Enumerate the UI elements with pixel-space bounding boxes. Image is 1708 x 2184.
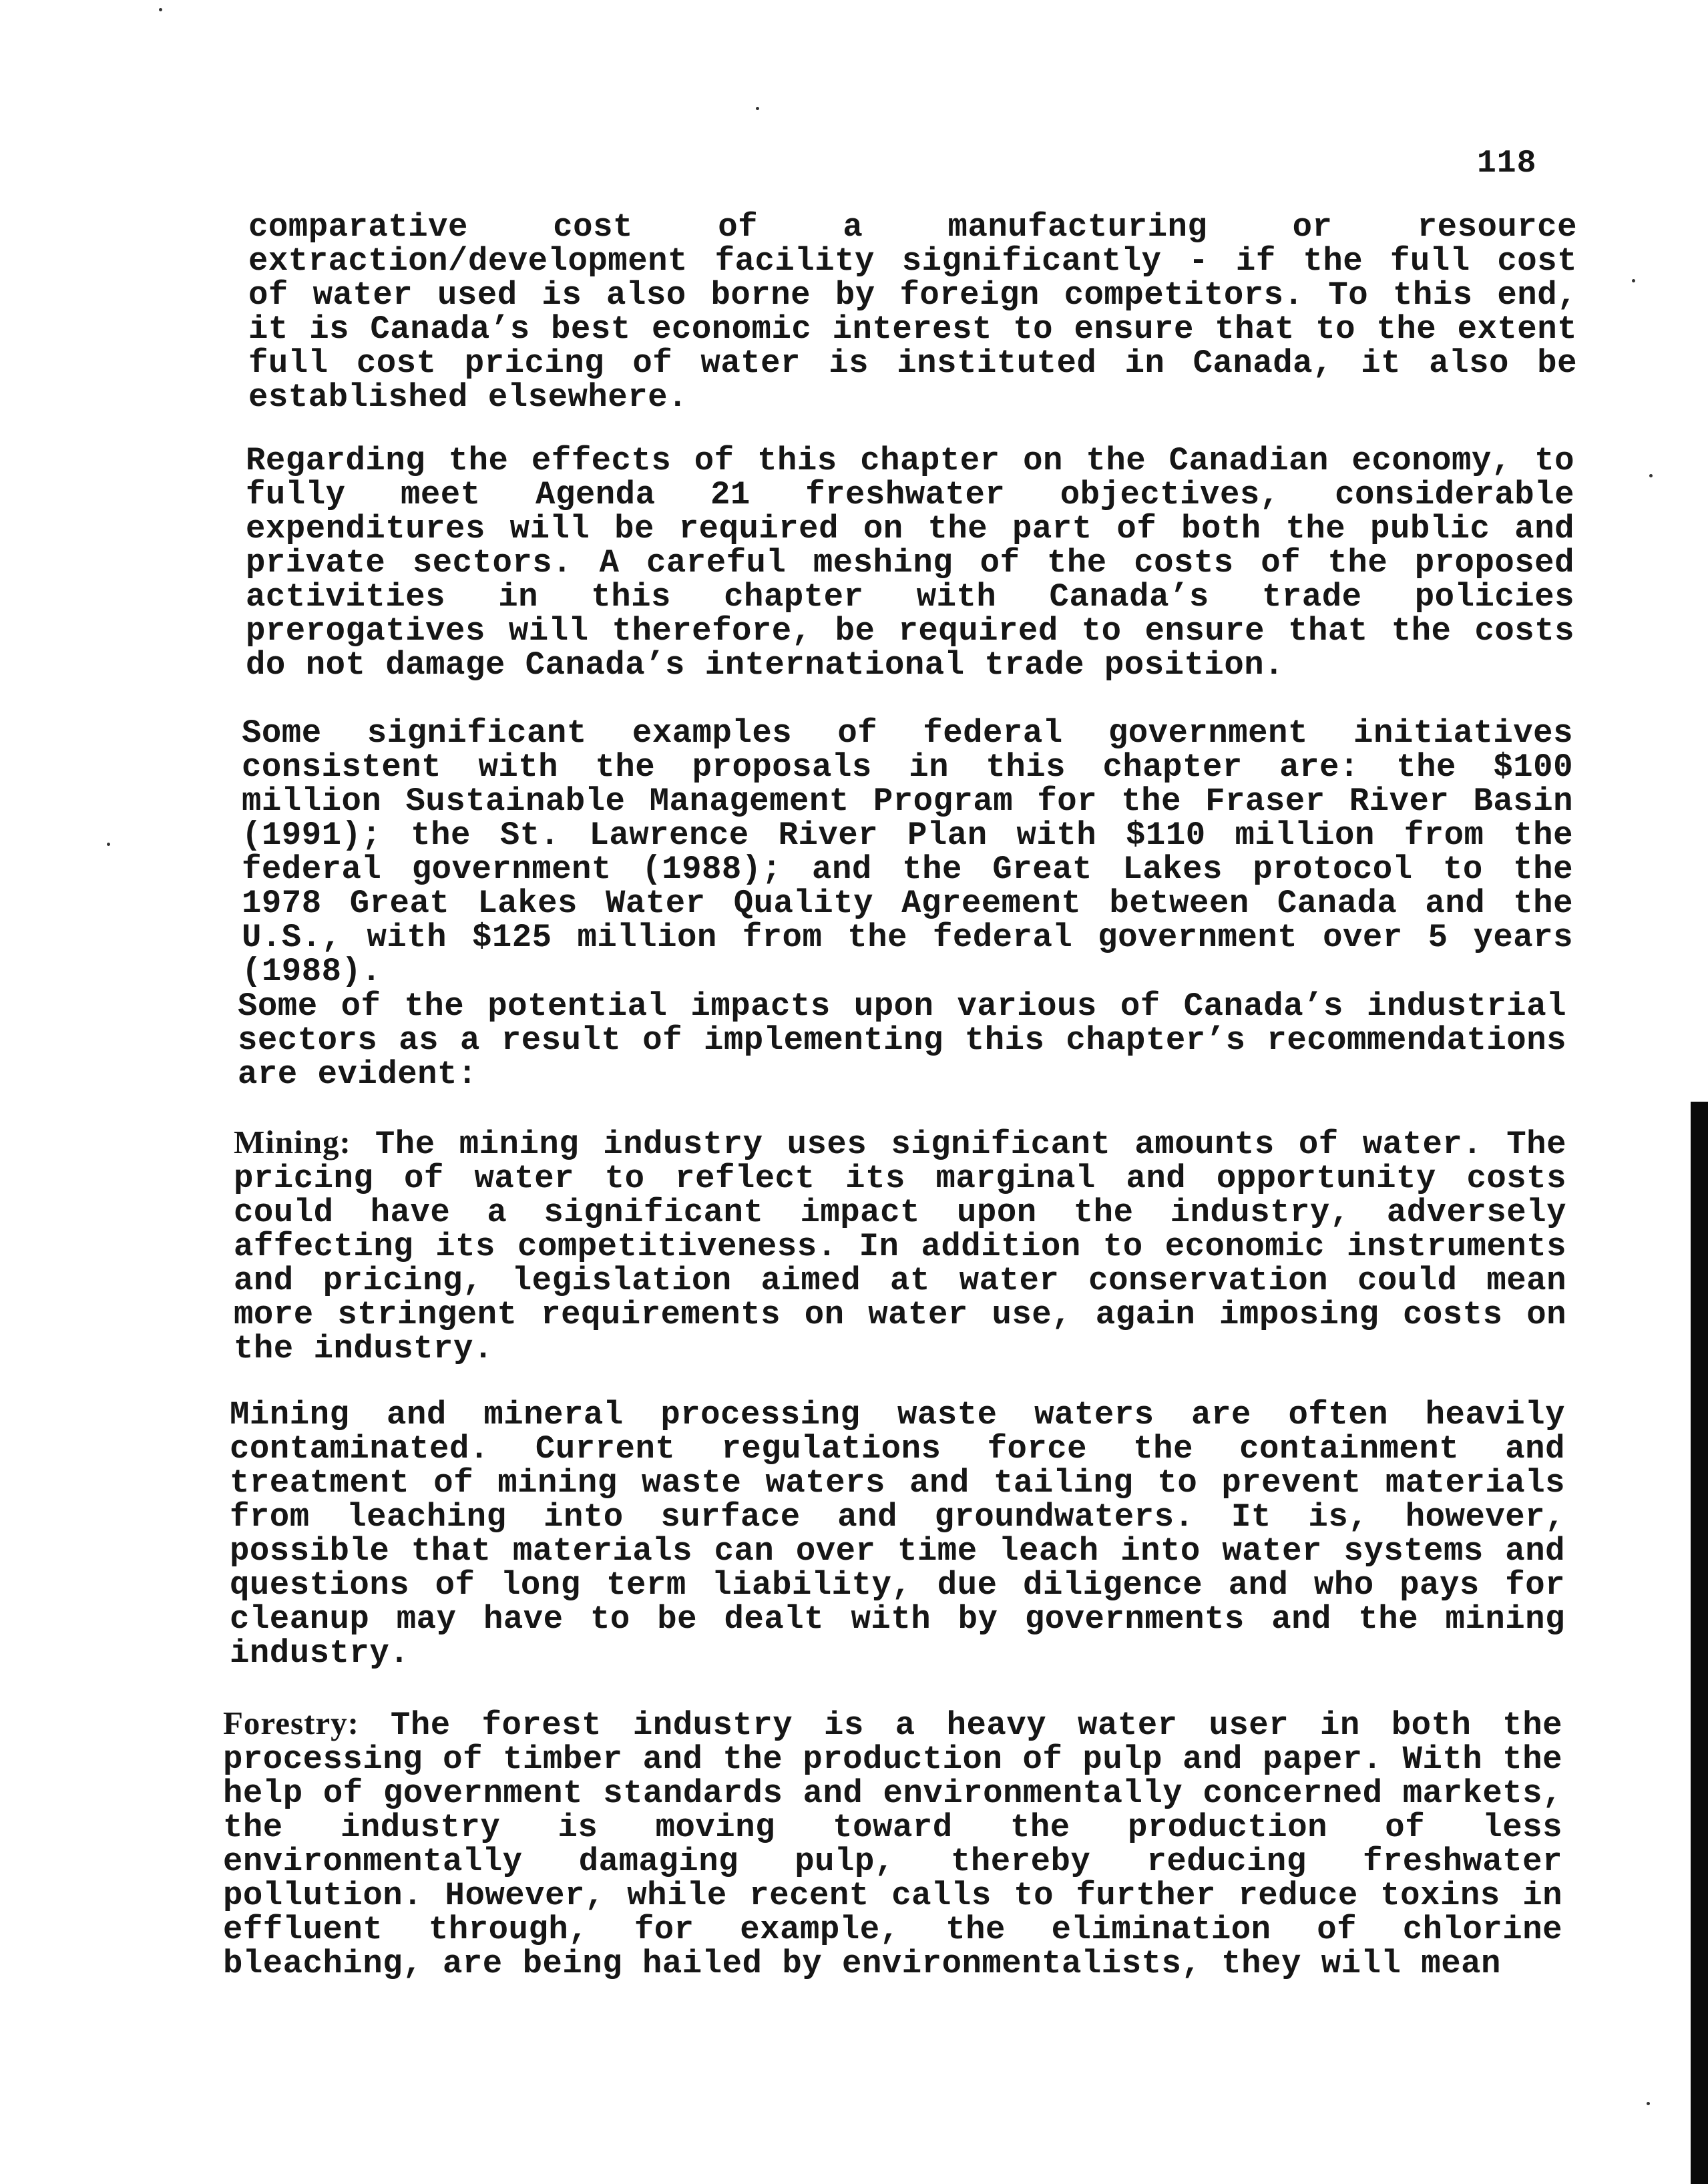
paragraph-mining — [234, 1125, 1566, 1366]
paragraph-text: comparative cost of a manufacturing or resource extraction/development facility significantly - if the full cost of water used is also borne by foreign competitors. To this end, it is Canada’s best economic interest to ensure that to the extent full cost pricing of water is instituted in Canada, it also be established elsewhere. — [248, 208, 1577, 416]
paragraph-text: Some of the potential impacts upon various of Canada’s industrial sectors as a result of implementing this chapter’s recommendations are evident: — [238, 988, 1566, 1093]
paragraph-text: The forest industry is a heavy water user in both the processing of timber and the production of pulp and paper. With the help of government standards and environmentally concerned markets, the industry is moving toward the production of less environmentally damaging pulp, thereby reducing freshwater pollution. However, while recent calls to further reduce toxins in effluent through, for example, the elimination of chlorine bleaching, are being hailed by environmentalists, they will mean — [223, 1707, 1562, 1982]
paragraph-lead-mining: Mining: — [234, 1124, 351, 1160]
scan-speck — [1647, 2102, 1650, 2105]
paragraph-sector-impacts — [238, 990, 1566, 1092]
paragraph-mining-waste — [230, 1398, 1565, 1671]
paragraph-text: Mining and mineral processing waste waters are often heavily contaminated. Current regulations force the containment and treatment of mining waste waters and tailing to prevent materials from leaching into surface and groundwaters. It is, however, possible that materials can over time leach into water systems and questions of long term liability, due diligence and who pays for cleanup may have to be dealt with by governments and the mining industry. — [230, 1396, 1565, 1672]
paragraph-text: Regarding the effects of this chapter on the Canadian economy, to fully meet Agenda 21 freshwater objectives, considerable expenditures will be required on the part of both the public and private sectors. A careful meshing of the costs of the proposed activities in this chapter with Canada’s trade policies prerogatives will therefore, be required to ensure that the costs do not damage Canada’s international trade position. — [246, 442, 1574, 684]
scan-border-edge — [1691, 1102, 1708, 2184]
paragraph-forestry — [223, 1706, 1562, 1981]
paragraph-lead-forestry: Forestry: — [223, 1705, 359, 1741]
paragraph-federal-initiatives — [242, 716, 1573, 989]
paragraph-text: Some significant examples of federal government initiatives consistent with the proposals in this chapter are: the $100 million Sustainable Management Program for the Fraser River Basin (1991); the St. Lawrence River Plan with $110 million from the federal government (1988); and the Great Lakes protocol to the 1978 Great Lakes Water Quality Agreement between Canada and the U.S., with $125 million from the federal government over 5 years (1988). — [242, 714, 1573, 990]
paragraph-cost-comparison — [248, 210, 1577, 415]
scan-speck — [1649, 474, 1653, 477]
scan-speck — [756, 107, 759, 110]
paragraph-text: The mining industry uses significant amounts of water. The pricing of water to reflect its marginal and opportunity costs could have a significant impact upon the industry, adversely affecting its competitiveness. In addition to economic instruments and pricing, legislation aimed at water conservation could mean more stringent requirements on water use, again imposing costs on the industry. — [234, 1126, 1566, 1367]
paragraph-economy-effects — [246, 444, 1574, 682]
page-number: 118 — [1477, 146, 1537, 182]
scan-speck — [1632, 279, 1635, 282]
scan-speck — [159, 8, 162, 11]
scan-speck — [107, 843, 110, 846]
